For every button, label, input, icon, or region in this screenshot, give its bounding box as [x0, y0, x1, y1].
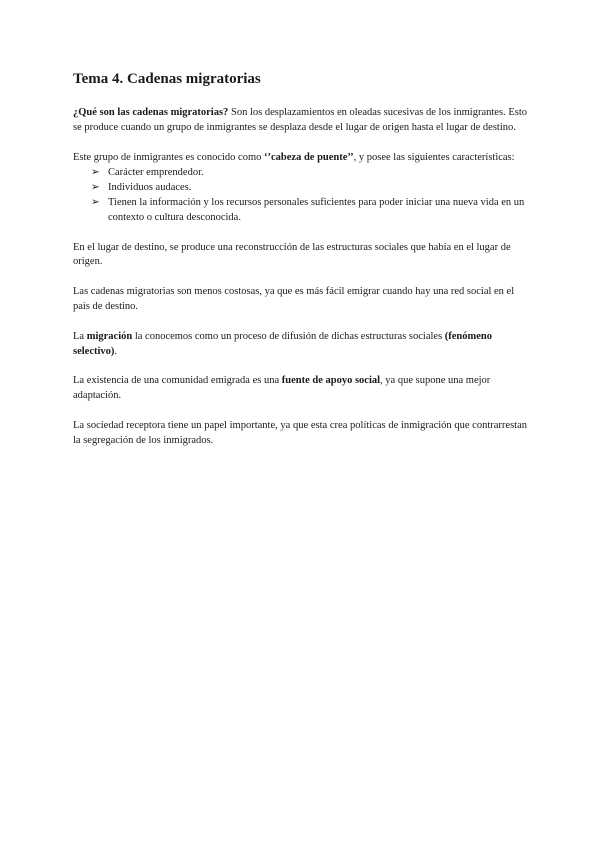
- arrow-bullet-icon: ➢: [91, 196, 100, 208]
- paragraph-reconstruction: En el lugar de destino, se produce una reconstrucción de las estructuras sociales que había en el lugar de origen.: [73, 241, 511, 268]
- paragraph-migration: [73, 330, 527, 360]
- arrow-bullet-icon: ➢: [91, 167, 100, 179]
- list-item: [73, 166, 527, 181]
- characteristics-list: [73, 166, 527, 225]
- paragraph-definition: [73, 106, 527, 136]
- fuente-apoyo-social-term: fuente de apoyo social: [281, 375, 381, 387]
- community-text-end: , ya que supone una mejor adaptación.: [73, 375, 491, 402]
- migracion-term: migración: [86, 330, 133, 342]
- paragraph-characteristics-intro: [73, 151, 527, 166]
- migration-text-end: .: [114, 345, 118, 357]
- migration-text-start: La: [73, 330, 87, 342]
- cabeza-de-puente-term: ‘’cabeza de puente’’: [264, 151, 354, 163]
- definition-question: ¿Qué son las cadenas migratorias?: [73, 107, 229, 118]
- paragraph-community: [73, 374, 527, 404]
- list-item-text: Tienen la información y los recursos personales suficientes para poder iniciar una nueva vida en un contexto o cultura desconocida.: [108, 196, 525, 223]
- list-item-text: Carácter emprendedor.: [108, 167, 204, 179]
- list-item-text: Individuos audaces.: [108, 182, 192, 194]
- characteristics-intro-tail: , y posee las siguientes características:: [353, 151, 515, 163]
- list-item: [73, 181, 527, 196]
- community-text-start: La existencia de una comunidad emigrada es una: [73, 375, 282, 387]
- definition-text: Son los desplazamientos en oleadas sucesivas de los inmigrantes. Esto se produce cuando un grupo de inmigrantes se desplaza desde el lugar de origen hasta el lugar de destino.: [73, 107, 527, 133]
- fenomeno-selectivo-term: (fenómeno selectivo): [73, 330, 493, 357]
- characteristics-intro-text: Este grupo de inmigrantes es conocido como: [73, 151, 264, 163]
- migration-text-middle: la conocemos como un proceso de difusión de dichas estructuras sociales: [132, 330, 445, 342]
- page-title: Tema 4. Cadenas migratorias: [73, 71, 261, 87]
- list-item: [73, 196, 527, 226]
- arrow-bullet-icon: ➢: [91, 182, 100, 194]
- paragraph-costs: Las cadenas migratorias son menos costosas, ya que es más fácil emigrar cuando hay una red social en el país de destino.: [73, 286, 515, 312]
- paragraph-receiving-society: La sociedad receptora tiene un papel importante, ya que esta crea políticas de inmigración que contrarrestan la segregación de los inmigrados.: [73, 419, 527, 446]
